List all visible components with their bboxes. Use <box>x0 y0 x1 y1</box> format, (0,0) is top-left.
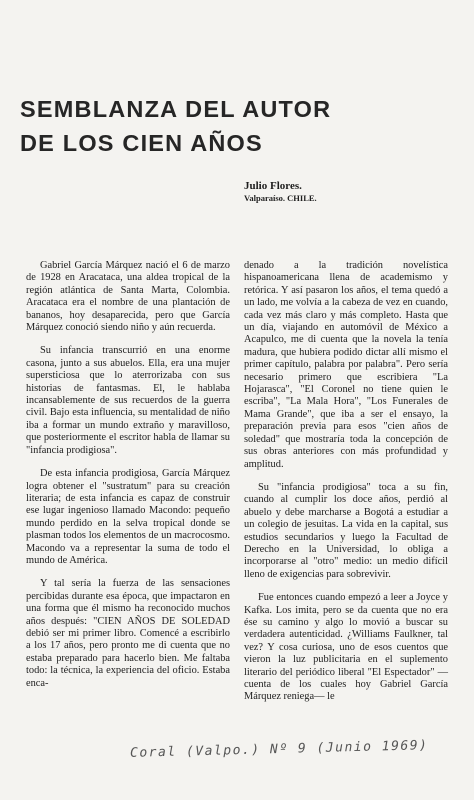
paragraph: Su infancia transcurrió en una enorme casona, junto a sus abuelos. Ella, era una mujer supersticiosa que lo aterrorizaba con sus historias de fantasmas. El, le hablaba incansablemente de sus recuerdos de la guerra civil. Bajo esta influencia, su mentalidad de niño iba a formar un mundo extraño y maravilloso, que posteriormente el escritor habla de llamar su "infancia prodigiosa". <box>26 345 230 456</box>
paragraph: denado a la tradición novelística hispanoamericana llena de academismo y retórica. Y así pasaron los años, el tema quedó a un lado, me volvía a la cabeza de vez en cuando, cada vez más claro y más completo. Hasta que un día, viajando en automóvil de México a Acapulco, me di cuenta que la novela la tenía madura, que hubiera podido dictar allí mismo el primer capítulo, palabra por palabra". Pero sería necesario primero que escribiera "La Hojarasca", "El Coronel no tiene quien le escriba", "La Mala Hora", "Los Funerales de Mama Grande", que iba a ser el ensayo, la preparación previa para esos "cien años de soledad" que mostraría toda la concepción de sus obras anteriores con más profundidad y amplitud. <box>244 260 448 470</box>
paragraph: Y tal sería la fuerza de las sensaciones percibidas durante esa época, que impactaron en una forma que él mismo ha reconocido muchos años después: "CIEN AÑOS DE SOLEDAD debió ser mi primer libro. Comencé a escribirlo a los 17 años, pero pronto me di cuenta que no estaba preparado para hacerlo bien. Me faltaba todo: la técnica, la experiencia del oficio. Estaba enca- <box>26 578 230 689</box>
author-location: Valparaíso. CHILE. <box>244 193 317 203</box>
title-line-2: DE LOS CIEN AÑOS <box>20 130 263 156</box>
right-column <box>244 260 448 715</box>
paragraph: Gabriel García Márquez nació el 6 de marzo de 1928 en Aracataca, una aldea tropical de la región atlántica de Santa Marta, Colombia. Aracataca era el nombre de una plantación de bananos, hoy desaparecida, pero que García Márquez conoció siendo niño y aún recuerda. <box>26 260 230 334</box>
paragraph: De esta infancia prodigiosa, García Márquez logra obtener el "sustratum" para su creación literaria; de esta infancia es capaz de construir ese lugar ingenioso llamado Macondo: pequeño mundo perdido en la selva tropical donde se plasman todos los elementos de un macrocosmo. Macondo va a representar la suma de todo el mundo de América. <box>26 468 230 566</box>
byline <box>244 180 317 204</box>
article-title <box>20 92 340 160</box>
left-column <box>26 260 230 701</box>
author-name: Julio Flores. <box>244 180 302 192</box>
handwritten-note: Coral (Valpo.) Nº 9 (Junio 1969) <box>129 738 429 761</box>
paragraph: Fue entonces cuando empezó a leer a Joyce y Kafka. Los imita, pero se da cuenta que no era ése su camino y algo lo movió a buscar su verdadera autenticidad. ¿Williams Faulkner, tal vez? Y cosa curiosa, uno de esos cuentos que vieron la luz publicitaria en el suplemento literario del periódico liberal "El Espectador" —cuenta de los cuales hoy Gabriel García Márquez reniega— le <box>244 592 448 703</box>
paragraph: Su "infancia prodigiosa" toca a su fin, cuando al cumplir los doce años, perdió al abuelo y debe marcharse a Bogotá a estudiar a un colegio de jesuitas. La vida en la capital, sus estudios secundarios y luego la Facultad de Derecho en la Universidad, lo obliga a incorporarse al "otro" medio: un medio difícil lleno de exigencias para sobrevivir. <box>244 481 448 580</box>
title-line-1: SEMBLANZA DEL AUTOR <box>20 96 332 122</box>
